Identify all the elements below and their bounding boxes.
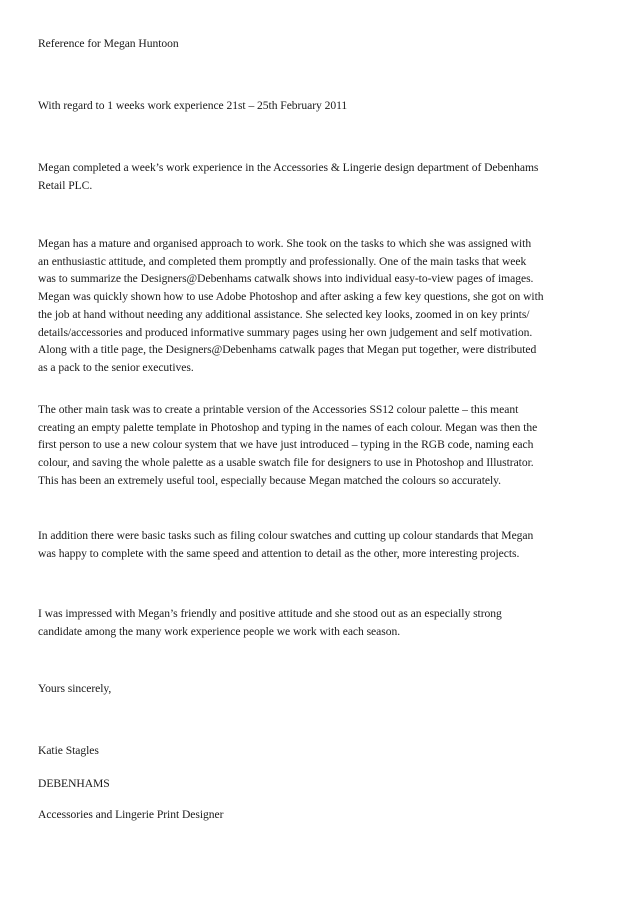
paragraph-line: Megan has a mature and organised approach to work. She took on the tasks to which she was assigned with [38, 237, 532, 250]
paragraph-line: as a pack to the senior executives. [38, 360, 194, 374]
paragraph-line: was to summarize the Designers@Debenhams catwalk shows into individual easy-to-view pages of images. [38, 272, 534, 286]
paragraph-line: candidate among the many work experience people we work with each season. [38, 624, 401, 638]
paragraph-line: an enthusiastic attitude, and completed them promptly and professionally. One of the main tasks that week [38, 254, 527, 268]
paragraph-intro [38, 159, 604, 194]
paragraph-line: Megan was quickly shown how to use Adobe Photoshop and after asking a few key questions, she got on with [38, 290, 544, 304]
paragraph-line: Along with a title page, the Designers@Debenhams catwalk pages that Megan put together, were distributed [38, 343, 537, 357]
letter-regarding-line: With regard to 1 weeks work experience 21st – 25th February 2011 [38, 99, 348, 112]
letter-closing: Yours sincerely, [38, 682, 112, 695]
paragraph-impression [38, 605, 604, 640]
paragraph-line: first person to use a new colour system that we have just introduced – typing in the RGB code, naming each [38, 438, 534, 452]
paragraph-line: creating an empty palette template in Photoshop and typing in the names of each colour. Megan was then the [38, 420, 538, 434]
paragraph-line: details/accessories and produced informative summary pages using her own judgement and self motivation. [38, 325, 533, 339]
paragraph-line: Retail PLC. [38, 178, 93, 192]
paragraph-line: I was impressed with Megan’s friendly and positive attitude and she stood out as an especially strong [38, 607, 502, 620]
paragraph-approach [38, 235, 604, 377]
paragraph-line: the job at hand without needing any additional assistance. She selected key looks, zoomed in on key prints/ [38, 307, 530, 321]
paragraph-line: This has been an extremely useful tool, especially because Megan matched the colours so accurately. [38, 473, 502, 487]
paragraph-line: Megan completed a week’s work experience in the Accessories & Lingerie design department of Debenhams [38, 161, 539, 174]
paragraph-colour-palette [38, 401, 604, 490]
letter-heading: Reference for Megan Huntoon [38, 37, 179, 50]
signatory-role: Accessories and Lingerie Print Designer [38, 808, 224, 821]
signatory-company: DEBENHAMS [38, 777, 110, 790]
paragraph-line: The other main task was to create a printable version of the Accessories SS12 colour palette – this meant [38, 403, 519, 416]
paragraph-line: colour, and saving the whole palette as a usable swatch file for designers to use in Photoshop and Illustrator. [38, 456, 534, 470]
paragraph-basic-tasks [38, 527, 604, 562]
paragraph-line: was happy to complete with the same speed and attention to detail as the other, more interesting projects. [38, 546, 520, 560]
paragraph-line: In addition there were basic tasks such as filing colour swatches and cutting up colour standards that Megan [38, 529, 534, 542]
signatory-name: Katie Stagles [38, 744, 99, 757]
